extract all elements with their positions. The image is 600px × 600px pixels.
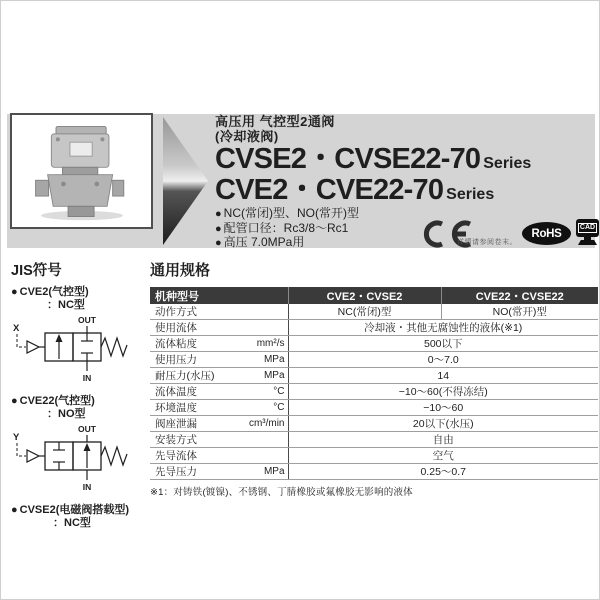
series-title-1: CVSE2・CVSE22-70 Series bbox=[215, 143, 532, 175]
series-title-2: CVE2・CVE22-70 Series bbox=[215, 174, 495, 206]
svg-text:Y: Y bbox=[13, 432, 20, 443]
header bbox=[215, 115, 597, 206]
jis-item-cvse2: ● CVSE2(电磁阀搭载型) ：NC型 bbox=[11, 504, 130, 529]
feature-bullets bbox=[215, 207, 359, 251]
svg-text:OUT: OUT bbox=[78, 315, 96, 325]
spec-title: 通用规格 bbox=[150, 262, 211, 279]
bullet-icon: ● bbox=[11, 504, 18, 516]
svg-text:X: X bbox=[13, 323, 20, 334]
table-row: 安装方式 自由 bbox=[150, 432, 598, 448]
table-row: 流体粘度 mm²/s 500以下 bbox=[150, 336, 598, 352]
rohs-badge-icon: RoHS bbox=[522, 222, 571, 245]
spec-header-row bbox=[150, 287, 598, 304]
table-row: 先导流体 空气 bbox=[150, 448, 598, 464]
valve-photo-illustration bbox=[17, 119, 147, 223]
valve-symbol-no bbox=[11, 424, 133, 496]
bullet-icon: ● bbox=[11, 286, 18, 298]
header-subtitle-line2: (冷却液阀) bbox=[215, 128, 279, 144]
header-subtitle-line1: 高压用 气控型2通阀 bbox=[215, 114, 335, 129]
spec-table bbox=[150, 287, 598, 480]
jis-title: JIS符号 bbox=[11, 263, 62, 279]
feature-bullet-1: ● NC(常闭)型、NO(常开)型 bbox=[215, 206, 359, 220]
bullet-icon: ● bbox=[11, 395, 18, 407]
col-header-cve2: CVE2・CVSE2 bbox=[288, 287, 441, 304]
feature-bullet-3: ● 高压 7.0MPa用 bbox=[215, 235, 305, 249]
table-row: 使用压力 MPa 0～7.0 bbox=[150, 352, 598, 368]
bullet-icon: ● bbox=[215, 208, 222, 220]
col-header-model: 机种型号 bbox=[150, 287, 288, 304]
table-row: 先导压力 MPa 0.25～0.7 bbox=[150, 464, 598, 480]
table-row: 阀座泄漏 cm³/min 20以下(水压) bbox=[150, 416, 598, 432]
spec-footnote: ※1：对铸铁(镀镍)、不锈钢、丁腈橡胶或氟橡胶无影响的液体 bbox=[150, 487, 413, 498]
cad-badge-icon: CAD bbox=[576, 219, 599, 248]
specifications-section bbox=[150, 259, 599, 498]
feature-bullet-2: ● 配管口径：Rc3/8～Rc1 bbox=[215, 220, 349, 235]
table-row: 流体温度 °C −10～60(不得冻结) bbox=[150, 384, 598, 400]
svg-text:IN: IN bbox=[82, 482, 92, 492]
ce-note: 详情请参阅卷末。 bbox=[457, 239, 517, 246]
bullet-icon: ● bbox=[215, 222, 222, 235]
bullet-icon: ● bbox=[215, 237, 222, 249]
svg-text:IN: IN bbox=[82, 373, 92, 383]
table-row: 环境温度 °C −10～60 bbox=[150, 400, 598, 416]
jis-item-cve22: ● CVE22(气控型) ：NO型 bbox=[11, 395, 95, 420]
jis-item-cve2: ● CVE2(气控型) ：NC型 bbox=[11, 286, 89, 311]
product-photo bbox=[10, 113, 153, 229]
valve-symbol-nc bbox=[11, 315, 133, 387]
svg-text:OUT: OUT bbox=[78, 424, 96, 434]
jis-symbols-section bbox=[11, 259, 149, 529]
table-row: 动作方式 NC(常闭)型 NO(常开)型 bbox=[150, 304, 598, 320]
table-row: 使用流体 冷却液・其他无腐蚀性的液体(※1) bbox=[150, 320, 598, 336]
col-header-cve22: CVE22・CVSE22 bbox=[441, 287, 598, 304]
table-row: 耐压力(水压) MPa 14 bbox=[150, 368, 598, 384]
